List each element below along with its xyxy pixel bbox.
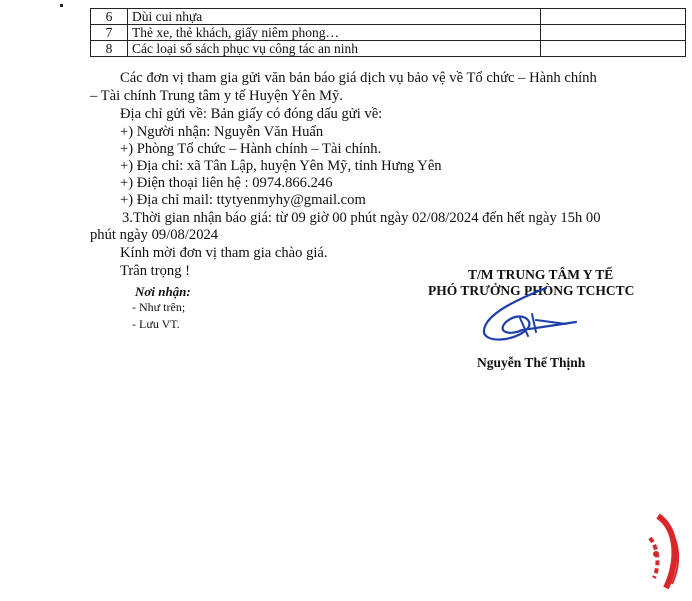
paragraph-line: +) Người nhận: Nguyễn Văn Huấn (120, 124, 324, 140)
row-number: 8 (91, 41, 128, 57)
paragraph-line: +) Phòng Tổ chức – Hành chính – Tài chính. (120, 141, 382, 157)
paragraph-line: – Tài chính Trung tâm y tế Huyện Yên Mỹ. (90, 88, 343, 104)
table-row (91, 41, 686, 57)
row-number: 7 (91, 25, 128, 41)
paragraph-line: 3.Thời gian nhận báo giá: từ 09 giờ 00 phút ngày 02/08/2024 đến hết ngày 15h 00 (122, 210, 601, 226)
paragraph-line: Các đơn vị tham gia gửi văn bản báo giá dịch vụ bảo vệ về Tổ chức – Hành chính (120, 70, 597, 86)
paragraph-line: Trân trọng ! (120, 263, 190, 279)
paragraph-line: Địa chỉ gửi về: Bản giấy có đóng dấu gửi về: (120, 106, 383, 122)
signature-title: T/M TRUNG TÂM Y TẾ (468, 267, 614, 282)
paragraph-line: phút ngày 09/08/2024 (90, 227, 219, 243)
page-mark (60, 4, 63, 7)
row-extra (541, 41, 686, 57)
paragraph-line: Kính mời đơn vị tham gia chào giá. (120, 245, 328, 261)
row-extra (541, 25, 686, 41)
table-row (91, 25, 686, 41)
recipient-item: - Như trên; (132, 300, 186, 314)
signature-mark (476, 284, 586, 354)
table-row (91, 9, 686, 25)
red-stamp-fragment (636, 508, 688, 598)
signer-name: Nguyễn Thế Thịnh (477, 355, 586, 370)
row-item: Thẻ xe, thẻ khách, giấy niêm phong… (128, 25, 541, 41)
row-number: 6 (91, 9, 128, 25)
row-extra (541, 9, 686, 25)
recipient-item: - Lưu VT. (132, 317, 180, 331)
email-line: +) Địa chỉ mail: ttytyenmyhy@gmail.com (120, 192, 366, 208)
row-item: Các loại sổ sách phục vụ công tác an ninh (128, 41, 541, 57)
paragraph-line: +) Địa chỉ: xã Tân Lập, huyện Yên Mỹ, tỉnh Hưng Yên (120, 158, 442, 174)
paragraph-line: +) Điện thoại liên hệ : 0974.866.246 (120, 175, 333, 191)
signature-position: PHÓ TRƯỞNG PHÒNG TCHCTC (428, 283, 635, 298)
recipients-title: Nơi nhận: (135, 284, 191, 299)
items-table (90, 8, 686, 57)
row-item: Dùi cui nhựa (128, 9, 541, 25)
